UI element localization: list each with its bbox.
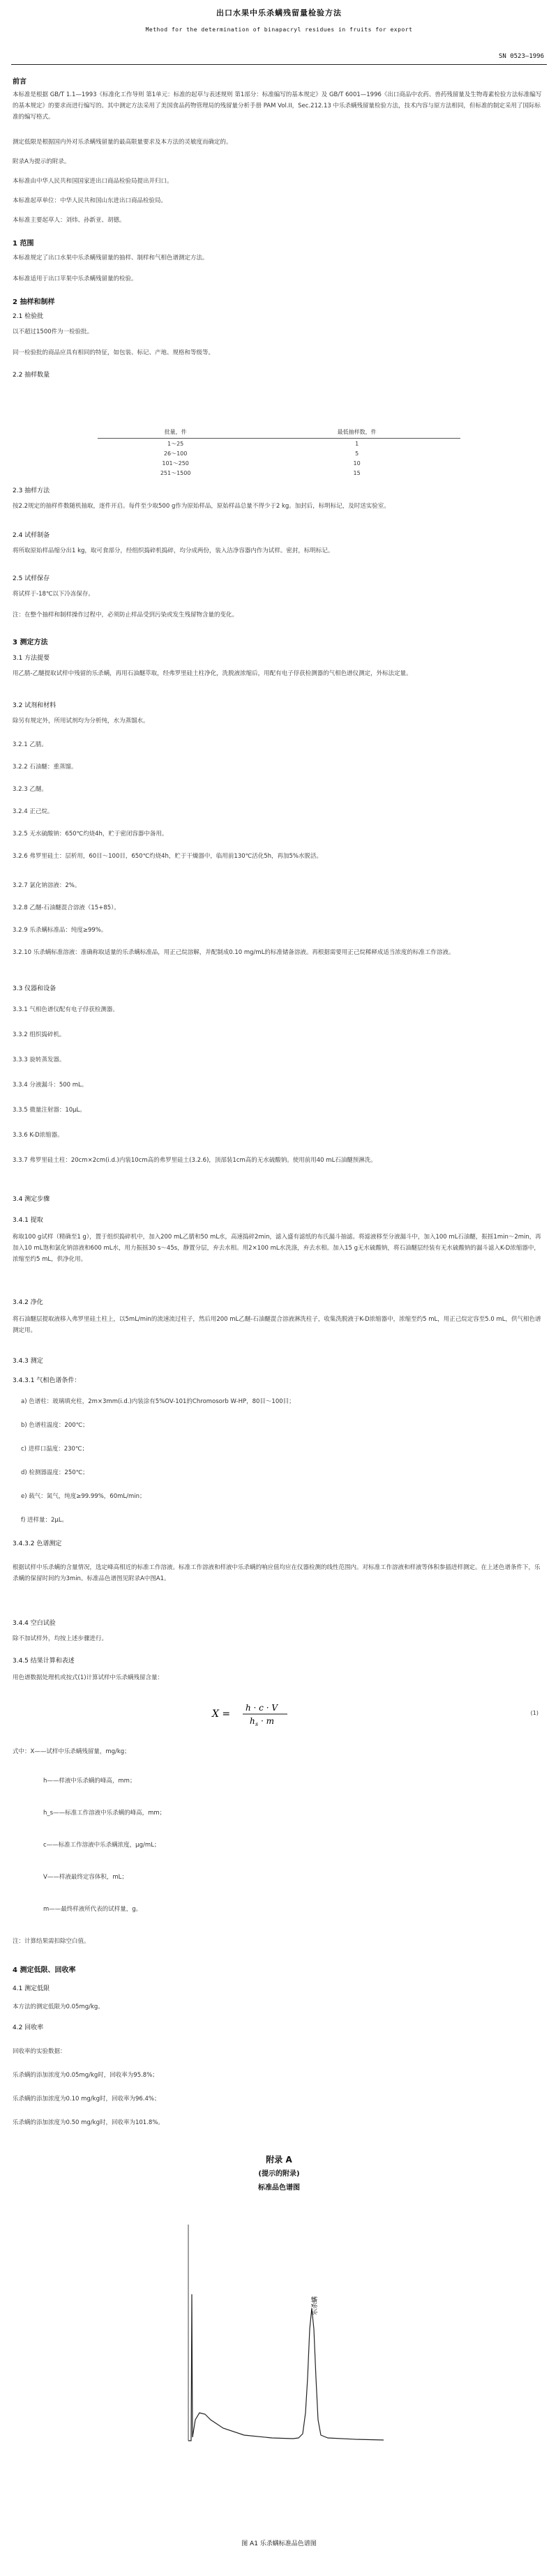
section-3-4-4-heading: 3.4.4 空白试验 xyxy=(13,1620,56,1627)
foreword-para-3: 附录A为提示的附录。 xyxy=(13,158,70,165)
where-intro: 式中：X——试样中乐杀螨残留量，mg/kg； xyxy=(13,1748,130,1755)
where-item: h——样液中乐杀螨的峰高，mm； xyxy=(43,1778,136,1785)
section-4-1-para: 本方法的测定低限为0.05mg/kg。 xyxy=(13,2003,104,2010)
instrument-item: 3.3.2 组织捣碎机。 xyxy=(13,1031,66,1038)
section-1-para-1: 本标准规定了出口水果中乐杀螨残留量的抽样、制样和气相色谱测定方法。 xyxy=(13,255,209,262)
section-3-2-heading: 3.2 试剂和材料 xyxy=(13,702,56,709)
section-2-1-heading: 2.1 检验批 xyxy=(13,313,44,320)
reagent-item: 3.2.6 弗罗里硅土：层析用，60目～100目，650℃灼烧4h，贮于干燥器中，临用前130℃活化5h，再加5%水脱活。 xyxy=(13,853,322,860)
section-4-heading: 4 测定低限、回收率 xyxy=(13,1967,76,1974)
peak-label: 乐杀螨 xyxy=(312,2296,319,2315)
reagent-item: 3.2.5 无水硫酸钠：650℃灼烧4h，贮于密闭容器中备用。 xyxy=(13,831,168,838)
gc-condition: e) 载气：氮气，纯度≥99.99%，60mL/min； xyxy=(21,1493,146,1500)
section-3-4-3-heading: 3.4.3 测定 xyxy=(13,1358,43,1365)
reagent-item: 3.2.9 乐杀螨标准品：纯度≥99%。 xyxy=(13,927,107,934)
formula-number: (1) xyxy=(530,1710,538,1716)
table-row xyxy=(98,448,460,458)
section-3-4-3-1-heading: 3.4.3.1 气相色谱条件： xyxy=(13,1377,81,1384)
appendix-title: 附录 A xyxy=(266,2155,292,2165)
chromatogram xyxy=(174,2211,405,2517)
section-3-1-para: 用乙腈-乙醚提取试样中残留的乐杀螨，再用石油醚萃取，经弗罗里硅土柱净化，洗脱液浓缩后，用配有电子俘获检测器的气相色谱仪测定，外标法定量。 xyxy=(13,670,412,677)
formula-graphic xyxy=(209,1697,349,1729)
section-3-1-heading: 3.1 方法提要 xyxy=(13,655,50,662)
instrument-item: 3.3.7 弗罗里硅土柱：20cm×2cm(i.d.)内装10cm高的弗罗里硅土(3.2.6)，顶部装1cm高的无水硫酸钠。使用前用40 mL石油醚预淋洗。 xyxy=(13,1157,377,1164)
section-3-4-3-2-para: 根据试样中乐杀螨的含量情况，选定峰高相近的标准工作溶液。标准工作溶液和样液中乐杀螨的响应值均应在仪器检测的线性范围内。对标准工作溶液和样液等体积参插进样测定。在上述色谱条件下，乐杀螨的保留时间约为3min。标准品色谱图见附录A中图A1。 xyxy=(13,1564,541,1582)
section-2-1-para-1: 以不超过1500件为一检验批。 xyxy=(13,328,93,335)
figure-caption: 图 A1 乐杀螨标准品色谱图 xyxy=(241,2540,317,2547)
section-4-2-heading: 4.2 回收率 xyxy=(13,2024,44,2031)
table-cell: 5 xyxy=(355,450,359,457)
table-header-samples: 最低抽样数，件 xyxy=(253,425,460,439)
instrument-item: 3.3.5 微量注射器：10μL。 xyxy=(13,1107,86,1114)
formula xyxy=(209,1697,349,1732)
section-2-3-heading: 2.3 抽样方法 xyxy=(13,487,50,494)
svg-text:s: s xyxy=(255,1721,259,1727)
foreword-para-4: 本标准由中华人民共和国国家进出口商品检验局提出并归口。 xyxy=(13,178,173,185)
calc-note: 注：计算结果需扣除空白值。 xyxy=(13,1938,90,1945)
section-4-2-intro: 回收率的实验数据： xyxy=(13,2048,66,2055)
recovery-item: 乐杀螨的添加浓度为0.10 mg/kg时，回收率为96.4%； xyxy=(13,2096,160,2103)
section-1-heading: 1 范围 xyxy=(13,240,34,248)
reagent-item: 3.2.7 氯化钠溶液：2%。 xyxy=(13,882,81,889)
instrument-item: 3.3.4 分液漏斗：500 mL。 xyxy=(13,1082,88,1089)
table-cell: 15 xyxy=(353,469,361,476)
svg-text:· m: · m xyxy=(261,1716,275,1726)
sampling-table xyxy=(98,425,460,478)
gc-condition: b) 色谱柱温度：200℃； xyxy=(21,1422,89,1429)
table-cell: 101～250 xyxy=(162,460,189,467)
table-cell: 251～1500 xyxy=(160,469,191,476)
section-3-4-2-para: 将石油醚层提取液移入弗罗里硅土柱上，以5mL/min的流速流过柱子，然后用200 mL乙醚-石油醚混合溶液淋洗柱子，收集洗脱液于K-D浓缩器中，浓缩至约5 mL，用正己烷定容至5.0 mL，供气相色谱测定用。 xyxy=(13,1316,541,1334)
section-3-4-4-para: 除不加试样外，均按上述步骤进行。 xyxy=(13,1635,108,1642)
section-3-2-intro: 除另有规定外，所用试剂均为分析纯，水为蒸馏水。 xyxy=(13,718,149,725)
section-2-1-para-2: 同一检验批的商品应具有相同的特征，如包装、标记、产地、规格和等级等。 xyxy=(13,349,215,356)
section-3-3-heading: 3.3 仪器和设备 xyxy=(13,985,56,992)
section-3-4-3-2-heading: 3.4.3.2 色谱测定 xyxy=(13,1540,62,1547)
svg-text:h · c · V: h · c · V xyxy=(246,1703,278,1713)
section-2-4-para: 将所取原始样品缩分出1 kg，取可食部分，经组织捣碎机捣碎，均分成两份，装入洁净容器内作为试样。密封，标明标记。 xyxy=(13,547,334,554)
svg-text:X =: X = xyxy=(212,1709,231,1720)
where-item: m——最终样液所代表的试样量，g。 xyxy=(43,1906,142,1913)
document-subtitle: Method for the determination of binapacryl residues in fruits for export xyxy=(145,26,413,33)
table-cell: 1～25 xyxy=(167,440,184,447)
table-row xyxy=(98,439,460,449)
foreword-para-2: 测定低限是根据国内外对乐杀螨残留量的最高限量要求及本方法的灵敏度而确定的。 xyxy=(13,139,232,146)
header-rule xyxy=(11,64,547,65)
section-3-4-2-heading: 3.4.2 净化 xyxy=(13,1299,43,1306)
svg-text:h: h xyxy=(250,1716,255,1726)
recovery-item: 乐杀螨的添加浓度为0.50 mg/kg时，回收率为101.8%。 xyxy=(13,2119,164,2126)
recovery-item: 乐杀螨的添加浓度为0.05mg/kg时，回收率为95.8%； xyxy=(13,2072,158,2079)
instrument-item: 3.3.6 K-D浓缩器。 xyxy=(13,1132,63,1139)
section-1-para-2: 本标准适用于出口苹果中乐杀螨残留量的检验。 xyxy=(13,275,137,282)
reagent-item: 3.2.1 乙腈。 xyxy=(13,741,47,748)
reagent-item: 3.2.4 正己烷。 xyxy=(13,808,54,815)
instrument-item: 3.3.1 气相色谱仪配有电子俘获检测器。 xyxy=(13,1006,119,1013)
table-cell: 10 xyxy=(353,460,361,467)
table-cell: 26～100 xyxy=(163,450,188,457)
section-2-3-para: 按2.2规定的抽样件数随机抽取，逐件开启。每件至少取500 g作为原始样品，原始样品总量不得少于2 kg。加封后，标明标记，及时送实验室。 xyxy=(13,503,390,510)
section-2-5-heading: 2.5 试样保存 xyxy=(13,575,50,582)
section-2-5-note: 注：在整个抽样和制样操作过程中，必须防止样品受到污染或发生残留物含量的变化。 xyxy=(13,612,239,619)
where-item: V——样液最终定容体积，mL； xyxy=(43,1874,128,1881)
foreword-para-1: 本标准是根据 GB/T 1.1—1993《标准化工作导则 第1单元：标准的起草与表述规则 第1部分：标准编写的基本规定》及 GB/T 6001—1996《出口商品中农药、兽药残留量及生物毒素检验方法标准编写的基本规定》的要求而进行编写的。其中测定方法采用了美国食品药物管理局的残留量分析手册 PAM Vol.II，Sec.212.13 中乐杀螨残留量检验方法，技术内容与原方法相同，但标准的制定采用了国际标准的编写格式。 xyxy=(13,91,542,121)
foreword-para-5: 本标准起草单位：中华人民共和国山东进出口商品检验局。 xyxy=(13,197,167,204)
where-item: h_s——标准工作溶液中乐杀螨的峰高，mm； xyxy=(43,1810,166,1817)
table-row xyxy=(98,458,460,468)
appendix-name: 标准品色谱图 xyxy=(258,2184,300,2192)
document-title: 出口水果中乐杀螨残留量检验方法 xyxy=(216,8,342,17)
instrument-item: 3.3.3 旋转蒸发器。 xyxy=(13,1056,66,1063)
section-3-4-1-para: 称取100 g试样（精确至1 g），置于组织捣碎机中，加入200 mL乙腈和50 mL水，高速捣碎2min，滤入盛有滤纸的布氏漏斗抽滤。将滤液移至分液漏斗中，加入100 mL石油醚，振摇1min～2min，再加入10 mL饱和氯化钠溶液和600 mL水，用力振摇30 s～45s，静置分层，弃去水相。用2×100 mL水洗涤，弃去水相。加入15 g无水硫酸钠，将石油醚层经装有无水硫酸钠的漏斗滤入K-D浓缩器中，浓缩至约5 mL，供净化用。 xyxy=(13,1234,541,1263)
reagent-item: 3.2.2 石油醚：重蒸馏。 xyxy=(13,764,77,771)
chromatogram-trace xyxy=(188,2294,384,2441)
section-2-2-heading: 2.2 抽样数量 xyxy=(13,372,50,379)
section-2-5-para-1: 将试样于-18℃以下冷冻保存。 xyxy=(13,591,94,598)
section-2-heading: 2 抽样和制样 xyxy=(13,298,55,306)
foreword-heading: 前言 xyxy=(13,78,27,86)
table-cell: 1 xyxy=(355,440,359,447)
where-item: c——标准工作溶液中乐杀螨浓度，μg/mL； xyxy=(43,1842,160,1849)
reagent-item: 3.2.10 乐杀螨标准溶液：准确称取适量的乐杀螨标准品，用正己烷溶解，并配制成0.10 mg/mL的标准储备溶液。再根据需要用正己烷稀释成适当浓度的标准工作溶液。 xyxy=(13,949,455,956)
standard-number: SN 0523—1996 xyxy=(498,53,544,60)
gc-condition: a) 色谱柱：玻璃填充柱，2m×3mm(i.d.)内装涂有5%OV-101的Chromosorb W-HP，80目～100目； xyxy=(21,1398,295,1405)
gc-condition: d) 检测器温度：250℃； xyxy=(21,1469,89,1476)
foreword-para-6: 本标准主要起草人：刘炜、孙新亚、胡德。 xyxy=(13,217,126,224)
table-header-lot: 批量，件 xyxy=(98,425,253,439)
section-3-4-5-intro: 用色谱数据处理机或按式(1)计算试样中乐杀螨残留含量： xyxy=(13,1674,164,1681)
appendix-subtitle: (提示的附录) xyxy=(258,2170,300,2178)
gc-condition: c) 进样口温度：230℃； xyxy=(21,1446,88,1453)
table-row xyxy=(98,468,460,478)
section-4-1-heading: 4.1 测定低限 xyxy=(13,1985,50,1992)
reagent-item: 3.2.8 乙醚-石油醚混合溶液（15+85）。 xyxy=(13,904,120,911)
section-3-heading: 3 测定方法 xyxy=(13,639,48,646)
section-3-4-5-heading: 3.4.5 结果计算和表述 xyxy=(13,1658,75,1665)
gc-condition: f) 进样量：2μL。 xyxy=(21,1517,68,1524)
section-3-4-1-heading: 3.4.1 提取 xyxy=(13,1217,43,1224)
section-3-4-heading: 3.4 测定步骤 xyxy=(13,1196,50,1203)
reagent-item: 3.2.3 乙醚。 xyxy=(13,786,47,793)
section-2-4-heading: 2.4 试样制备 xyxy=(13,532,50,539)
